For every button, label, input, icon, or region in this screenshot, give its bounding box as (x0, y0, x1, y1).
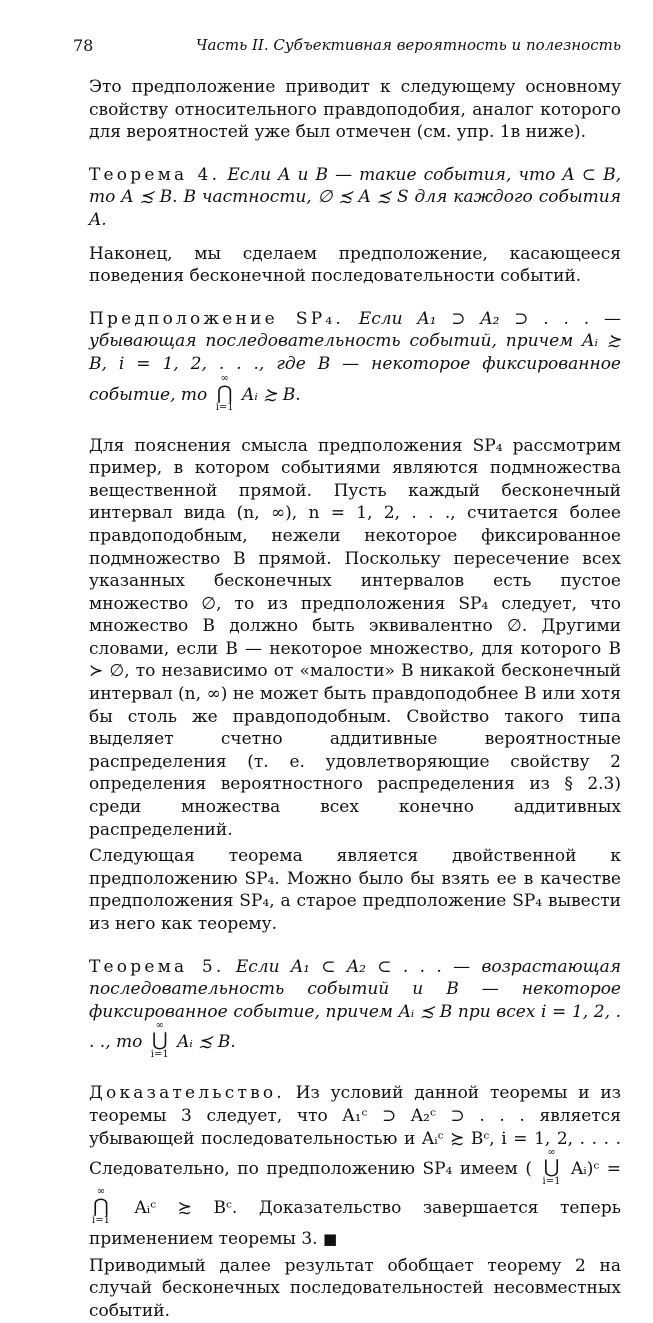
paragraph-infinite-sequence: Наконец, мы сделаем предположение, касающееся поведения бесконечной последовательности событий. (89, 243, 621, 287)
theorem-4-label: Теорема 4. (89, 164, 221, 185)
intersection-operator (216, 374, 234, 413)
limit-top: ∞ (155, 1020, 164, 1032)
proof-label: Доказательство. (89, 1083, 285, 1104)
theorem-5 (89, 956, 621, 1063)
assumption-sp4-label: Предположение SP₄. (89, 308, 344, 329)
union-operator (543, 1148, 561, 1187)
assumption-sp4-statement: Если A₁ ⊃ A₂ ⊃ . . . — убывающая последовательность событий, причем Aᵢ ≿ B, i = 1, 2, . . ., где B — некоторое фиксированное событие, то (89, 308, 621, 405)
proof-text-3: Aᵢᶜ ≿ Bᶜ. Доказательство завершается теперь применением теоремы 3. (89, 1198, 622, 1250)
intersection-operator (92, 1187, 110, 1226)
paragraph-example: Для пояснения смысла предположения SP₄ рассмотрим пример, в котором событиями являются подмножества вещественной прямой. Пусть каждый бесконечный интервал вида (n, ∞), n = 1, 2, . . ., считается более правдоподобным, нежели некоторое фиксированное подмножество B прямой. Поскольку пересечение всех указанных бесконечных интервалов есть пустое множество ∅, то из предположения SP₄ следует, что множество B должно быть эквивалентно ∅. Другими словами, если B — некоторое множество, для которого B ≻ ∅, то независимо от «малости» B никакой бесконечный интервал (n, ∞) не может быть правдоподобнее B или хотя бы столь же правдоподобным. Свойство такого типа выделяет счетно аддитивные вероятностные распределения (т. е. удовлетворяющие свойству 2 определения вероятностного распределения из § 2.3) среди множества всех конечно аддитивных распределений. (89, 435, 621, 840)
intersection-symbol: ⋂ (93, 1195, 109, 1218)
assumption-sp4 (89, 308, 621, 415)
paragraph-dual: Следующая теорема является двойственной к предположению SP₄. Можно было бы взять ее в качестве предположения SP₄, а старое предположение SP₄ вывести из него как теорему. (89, 846, 621, 934)
qed-mark: ■ (323, 1230, 338, 1249)
limit-bottom: i=1 (92, 1215, 110, 1227)
limit-bottom: i=1 (150, 1049, 169, 1061)
theorem-5-conclusion: Aᵢ ≾ B. (177, 1032, 236, 1053)
running-title: Часть II. Субъективная вероятность и полезность (195, 36, 621, 54)
theorem-5-label: Теорема 5. (89, 956, 225, 977)
limit-top: ∞ (547, 1147, 556, 1159)
assumption-sp4-conclusion: Aᵢ ≿ B. (242, 384, 301, 405)
theorem-4-statement: Если A и B — такие события, что A ⊂ B, то A ≾ B. В частности, ∅ ≾ A ≾ S для каждого события A. (89, 164, 622, 230)
proof-text-1: Из условий данной теоремы и из теоремы 3 следует, что A₁ᶜ ⊃ A₂ᶜ ⊃ . . . является убывающей последовательностью и Aᵢᶜ ≿ Bᶜ, i = 1, 2, . . . . Следовательно, по предположению SP₄ имеем ( (89, 1083, 621, 1180)
union-symbol: ⋃ (543, 1156, 560, 1179)
proof (89, 1082, 621, 1250)
paragraph-intro: Это предположение приводит к следующему основному свойству относительного правдоподобия, аналог которого для вероятностей уже был отмечен (см. упр. 1в ниже). (89, 77, 621, 143)
page-body (89, 76, 621, 1323)
limit-bottom: i=1 (215, 401, 234, 413)
theorem-5-statement: Если A₁ ⊂ A₂ ⊂ . . . — возрастающая последовательность событий и B — некоторое фиксированное событие, причем Aᵢ ≾ B при всех i = 1, 2, . . ., то (89, 956, 622, 1053)
intersection-symbol: ⋂ (216, 381, 233, 404)
page-number: 78 (73, 36, 94, 55)
theorem-4 (89, 164, 621, 232)
page-header (73, 36, 621, 58)
limit-bottom: i=1 (542, 1176, 561, 1188)
limit-top: ∞ (220, 372, 229, 384)
paragraph-generalization: Приводимый далее результат обобщает теорему 2 на случай бесконечных последовательностей несовместных событий. (89, 1255, 621, 1321)
union-symbol: ⋃ (151, 1029, 168, 1052)
union-operator (151, 1021, 169, 1060)
limit-top: ∞ (96, 1186, 106, 1198)
proof-text-2: Aᵢ)ᶜ = (571, 1159, 622, 1180)
